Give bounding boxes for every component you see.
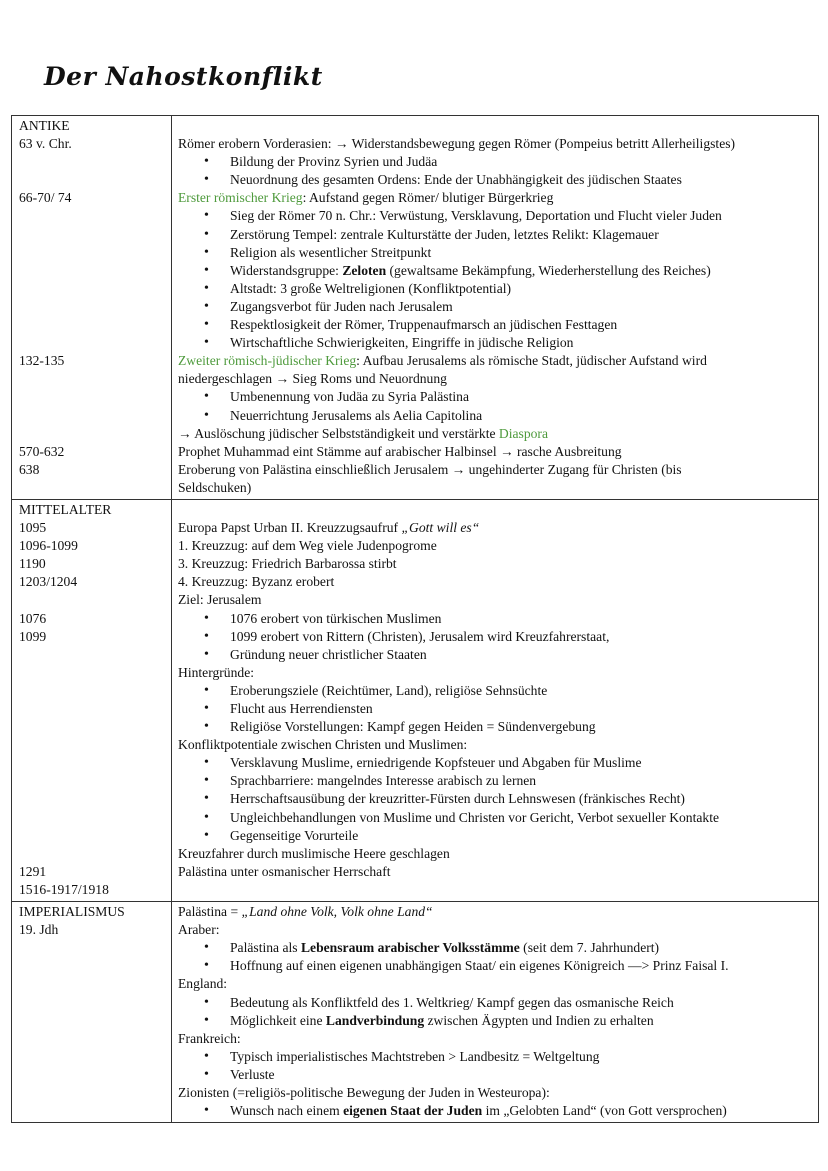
bullet-item: • Zerstörung Tempel: zentrale Kulturstätte der Juden, letztes Relikt: Klagemauer (178, 226, 814, 244)
bullet-item: • Gründung neuer christlicher Staaten (178, 646, 814, 664)
date-label: 19. Jdh (19, 922, 59, 938)
text-span: Palästina als (230, 940, 301, 956)
bold-term: Landverbindung (325, 1012, 425, 1028)
date-label: 1203/1204 (19, 574, 78, 590)
timeline-table (11, 115, 819, 1123)
date-label: 1076 (19, 610, 47, 626)
text-span: (seit dem 7. Jahrhundert) (519, 940, 660, 956)
bullet-item: • Wirtschaftliche Schwierigkeiten, Eingriffe in jüdische Religion (178, 334, 814, 352)
date-label: 1291 (19, 863, 47, 879)
section-mittelalter (12, 499, 819, 901)
bullet-item: • Respektlosigkeit der Römer, Truppenaufmarsch an jüdischen Festtagen (178, 316, 814, 334)
event-highlight: Erster römischer Krieg (178, 190, 303, 206)
section-heading: IMPERIALISMUS (19, 904, 125, 920)
antike-content-cell (172, 116, 819, 500)
text-span: : Aufstand gegen Römer/ blutiger Bürgerkrieg (302, 190, 554, 206)
bullet-item (178, 1102, 814, 1120)
text-span: → Auslöschung jüdischer Selbstständigkeit und verstärkte (178, 425, 499, 441)
antike-dates-cell (12, 116, 172, 500)
text-line: Seldschuken) (178, 479, 252, 495)
bold-term: eigenen Staat der Juden (343, 1103, 483, 1119)
bullet-item: • Neuerrichtung Jerusalems als Aelia Capitolina (178, 407, 814, 425)
text-line (178, 425, 814, 443)
date-label: 1099 (19, 628, 47, 644)
text-line: Ziel: Jerusalem (178, 592, 262, 608)
text-line: 4. Kreuzzug: Byzanz erobert (178, 574, 335, 590)
text-span: Europa Papst Urban II. Kreuzzugsaufruf (178, 520, 402, 536)
text-line: Römer erobern Vorderasien: → Widerstandsbewegung gegen Römer (Pompeius betritt Allerheiligstes) (178, 136, 736, 152)
date-label: 66-70/ 74 (19, 190, 72, 206)
bullet-item: • Bildung der Provinz Syrien und Judäa (178, 153, 814, 171)
bullet-item: • Neuordnung des gesamten Ordens: Ende der Unabhängigkeit des jüdischen Staates (178, 171, 814, 189)
event-highlight: Diaspora (498, 425, 548, 441)
date-label: 63 v. Chr. (19, 136, 72, 152)
text-line: 3. Kreuzzug: Friedrich Barbarossa stirbt (178, 556, 397, 572)
event-highlight: Zweiter römisch-jüdischer Krieg (178, 353, 357, 369)
bullet-item: • Religion als wesentlicher Streitpunkt (178, 244, 814, 262)
bullet-item: • Umbenennung von Judäa zu Syria Palästina (178, 388, 814, 406)
text-line: 1. Kreuzzug: auf dem Weg viele Judenpogrome (178, 538, 437, 554)
date-label: 1190 (19, 556, 46, 572)
text-line: Palästina unter osmanischer Herrschaft (178, 863, 391, 879)
bullet-item: • Sprachbarriere: mangelndes Interesse arabisch zu lernen (178, 772, 814, 790)
text-line (178, 352, 814, 370)
date-label: 1095 (19, 520, 47, 536)
text-line: Konfliktpotentiale zwischen Christen und Muslimen: (178, 737, 468, 753)
text-span: zwischen Ägypten und Indien zu erhalten (424, 1012, 654, 1028)
text-line: niedergeschlagen → Sieg Roms und Neuordnung (178, 371, 447, 387)
quote-italic: „Land ohne Volk, Volk ohne Land“ (241, 904, 433, 920)
bullet-item: • Versklavung Muslime, erniedrigende Kopfsteuer und Abgaben für Muslime (178, 754, 814, 772)
bullet-item: • Herrschaftsausübung der kreuzritter-Fürsten durch Lehnswesen (fränkisches Recht) (178, 790, 814, 808)
mittelalter-content-cell (172, 499, 819, 901)
bullet-item: • 1076 erobert von türkischen Muslimen (178, 610, 814, 628)
imperialismus-dates-cell (12, 902, 172, 1123)
text-span: im „Gelobten Land“ (von Gott versprochen) (482, 1103, 727, 1119)
text-line: Kreuzfahrer durch muslimische Heere geschlagen (178, 845, 450, 861)
bullet-item: • Gegenseitige Vorurteile (178, 827, 814, 845)
bold-term: Zeloten (342, 262, 387, 278)
date-label: 1516-1917/1918 (19, 881, 109, 897)
bullet-item: • Altstadt: 3 große Weltreligionen (Konfliktpotential) (178, 280, 814, 298)
text-line: Araber: (178, 922, 220, 938)
page-title: Der Nahostkonflikt (44, 62, 323, 91)
quote-italic: „Gott will es“ (401, 520, 480, 536)
bullet-item (178, 939, 814, 957)
bullet-item (178, 1012, 814, 1030)
text-line: Zionisten (=religiös-politische Bewegung der Juden in Westeuropa): (178, 1084, 550, 1100)
bullet-item: • 1099 erobert von Rittern (Christen), Jerusalem wird Kreuzfahrerstaat, (178, 628, 814, 646)
text-line (178, 903, 814, 921)
bullet-item: • Verluste (178, 1066, 814, 1084)
bullet-item: • Sieg der Römer 70 n. Chr.: Verwüstung, Versklavung, Deportation und Flucht vieler Juden (178, 207, 814, 225)
bullet-item: • Typisch imperialistisches Machtstreben > Landbesitz = Weltgeltung (178, 1048, 814, 1066)
section-heading: MITTELALTER (19, 501, 112, 517)
bullet-item: • Ungleichbehandlungen von Muslime und Christen vor Gericht, Verbot sexueller Kontakte (178, 809, 814, 827)
section-imperialismus (12, 902, 819, 1123)
text-span: : Aufbau Jerusalems als römische Stadt, jüdischer Aufstand wird (356, 353, 707, 369)
bold-term: Lebensraum arabischer Volksstämme (300, 940, 520, 956)
bullet-item (178, 262, 814, 280)
bullet-item: • Bedeutung als Konfliktfeld des 1. Weltkrieg/ Kampf gegen das osmanische Reich (178, 994, 814, 1012)
date-label: 570-632 (19, 443, 65, 459)
text-span: Widerstandsgruppe: (230, 262, 343, 278)
text-line: Hintergründe: (178, 664, 255, 680)
date-label: 132-135 (19, 353, 65, 369)
bullet-item: • Religiöse Vorstellungen: Kampf gegen Heiden = Sündenvergebung (178, 718, 814, 736)
section-heading: ANTIKE (19, 118, 70, 133)
text-line (178, 189, 814, 207)
bullet-item: • Hoffnung auf einen eigenen unabhängigen Staat/ ein eigenes Königreich —> Prinz Faisal I. (178, 957, 814, 975)
bullet-item: • Eroberungsziele (Reichtümer, Land), religiöse Sehnsüchte (178, 682, 814, 700)
text-span: Wunsch nach einem (230, 1103, 344, 1119)
text-span: Palästina = (178, 904, 242, 920)
date-label: 1096-1099 (19, 538, 78, 554)
bullet-item: • Zugangsverbot für Juden nach Jerusalem (178, 298, 814, 316)
text-line: England: (178, 976, 228, 992)
text-line (178, 519, 814, 537)
bullet-item: • Flucht aus Herrendiensten (178, 700, 814, 718)
mittelalter-dates-cell (12, 499, 172, 901)
text-line: Eroberung von Palästina einschließlich Jerusalem → ungehinderter Zugang für Christen (bis (178, 461, 682, 477)
text-span: Möglichkeit eine (230, 1012, 326, 1028)
text-line: Prophet Muhammad eint Stämme auf arabischer Halbinsel → rasche Ausbreitung (178, 443, 622, 459)
text-span: (gewaltsame Bekämpfung, Wiederherstellung des Reiches) (386, 262, 711, 278)
imperialismus-content-cell (172, 902, 819, 1123)
date-label: 638 (19, 461, 40, 477)
text-line: Frankreich: (178, 1030, 241, 1046)
section-antike (12, 116, 819, 500)
